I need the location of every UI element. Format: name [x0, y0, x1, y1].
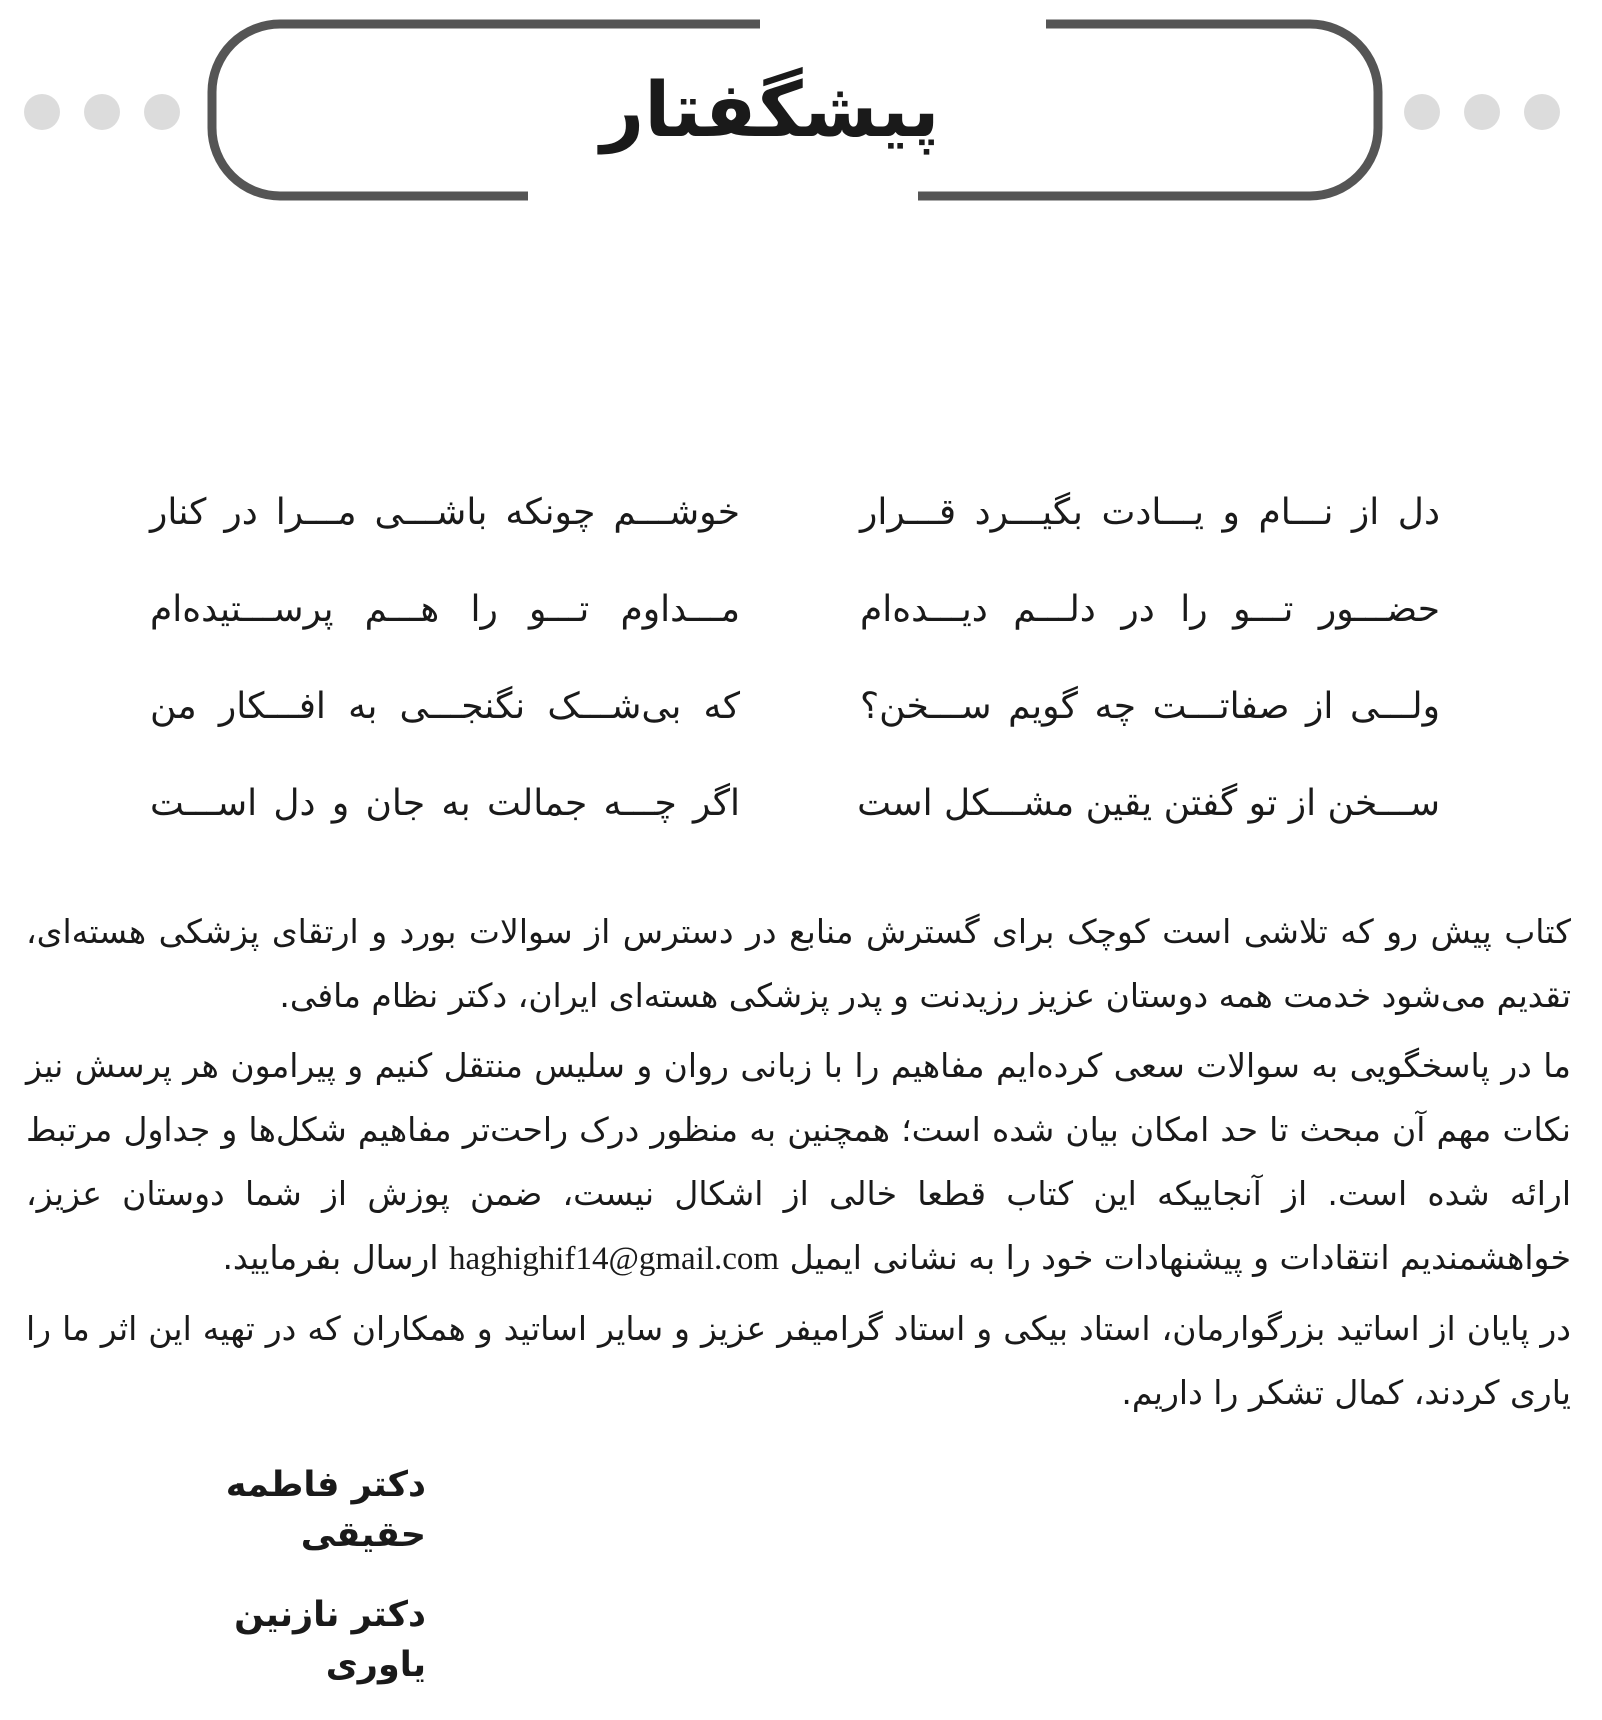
decor-dot	[24, 94, 60, 130]
decor-dot	[144, 94, 180, 130]
poem-row	[150, 776, 1450, 873]
poem-hemistich-left: که بی‌شـــک نگنجـــی به افـــکار من	[150, 686, 740, 727]
decor-dot	[1404, 94, 1440, 130]
poem-hemistich-left: اگر چـــه جمالت به جان و دل اســـت	[150, 783, 740, 824]
poem-hemistich-right: حضـــور تـــو را در دلـــم دیـــده‌ام	[860, 589, 1440, 630]
poem-row	[150, 679, 1450, 776]
poem-hemistich-right: ولـــی از صفاتـــت چه گویم ســـخن؟	[860, 686, 1440, 727]
email-address: haghighif14@gmail.com	[448, 1241, 780, 1277]
paragraph-approach-text: ما در پاسخگویی به سوالات سعی کرده‌ایم مفاهیم را با زبانی روان و سلیس منتقل کنیم و پیرامون هر پرسش نیز نکات مهم آن مبحث تا حد امکان بیان شده است؛ همچنین به منظور درک راحت‌تر مفاهیم شکل‌ها و جداول مرتبط ارائه شده است. از آنجاییکه این کتاب قطعا خالی از اشکال نیست، ضمن پوزش از شما دوستان عزیز، خواهشمندیم انتقادات و پیشنهادات خود را به نشانی ایمیل	[26, 1046, 1571, 1277]
header-banner	[0, 0, 1602, 210]
poem	[150, 485, 1450, 873]
author-signature: دکتر فاطمه حقیقی	[225, 1465, 426, 1555]
paragraph-dedication: کتاب پیش رو که تلاشی است کوچک برای گسترش منابع در دسترس از سوالات بورد و ارتقای پزشکی هسته‌ای، تقدیم می‌شود خدمت همه دوستان عزیز رزیدنت و پدر پزشکی هسته‌ای ایران، دکتر نظام مافی.	[26, 912, 1571, 1015]
paragraph-approach	[26, 1034, 1571, 1291]
poem-hemistich-right: ســـخن از تو گفتن یقین مشـــکل است	[857, 783, 1440, 824]
poem-hemistich-left: خوشـــم چونکه باشـــی مـــرا در کنار	[150, 492, 740, 533]
poem-row	[150, 485, 1450, 582]
paragraph-approach-closing: ارسال بفرمایید.	[222, 1238, 439, 1277]
decor-dot	[1464, 94, 1500, 130]
page-title: پیشگفتار	[600, 65, 940, 154]
author-signature: دکتر نازنین یاوری	[234, 1595, 426, 1685]
poem-hemistich-left: مـــداوم تـــو را هـــم پرســـتیده‌ام	[150, 589, 740, 630]
decor-dot	[84, 94, 120, 130]
poem-row	[150, 582, 1450, 679]
signatures	[26, 1460, 426, 1720]
paragraph-acknowledgement: در پایان از اساتید بزرگوارمان، استاد بیکی و استاد گرامیفر عزیز و سایر اساتید و همکاران که در تهیه این اثر ما را یاری کردند، کمال تشکر را داریم.	[26, 1309, 1571, 1412]
poem-hemistich-right: دل از نـــام و یـــادت بگیـــرد قـــرار	[860, 492, 1440, 533]
decor-dot	[1524, 94, 1560, 130]
frame-top-right	[918, 24, 1378, 196]
preface-body	[26, 900, 1571, 1431]
